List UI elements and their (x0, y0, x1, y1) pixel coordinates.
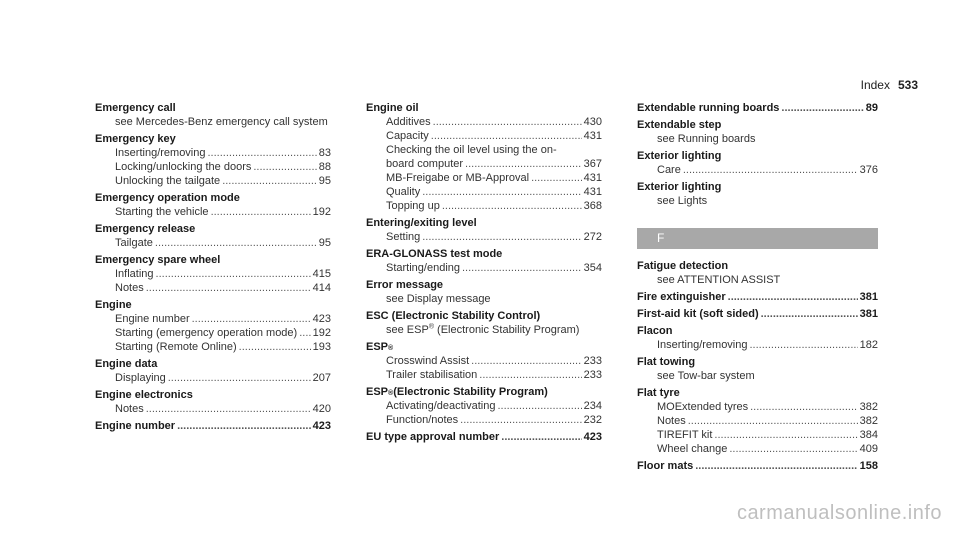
page-ref: 376 (859, 164, 878, 176)
dot-leader (155, 236, 317, 250)
heading-text: ESP (366, 341, 389, 353)
dot-leader (168, 371, 311, 385)
subentry-text: Notes (657, 415, 686, 427)
subentry-text: Engine number (115, 313, 190, 325)
page-ref: 95 (318, 237, 331, 249)
dot-leader (433, 115, 582, 129)
heading-text: EU type approval number (366, 431, 500, 443)
subentry (95, 340, 331, 354)
page-ref: 89 (865, 102, 878, 114)
subentry-text: Quality (386, 186, 421, 198)
subentry (366, 185, 602, 199)
index-entry (95, 132, 331, 188)
index-entry (637, 324, 878, 352)
index-entry (637, 459, 878, 473)
subentry-text: Starting (Remote Online) (115, 341, 237, 353)
heading-text: Engine electronics (95, 389, 193, 401)
subentry-text: Displaying (115, 372, 166, 384)
subentry (366, 129, 602, 143)
page-ref: 158 (859, 460, 878, 472)
subentry (95, 174, 331, 188)
index-entry (95, 222, 331, 250)
page-ref: 423 (312, 313, 331, 325)
subentry (95, 146, 331, 160)
page-ref: 384 (859, 429, 878, 441)
subentry-text: MB-Freigabe or MB-Approval (386, 172, 530, 184)
index-column-2 (366, 101, 602, 444)
subentry (366, 413, 602, 427)
dot-leader (688, 414, 858, 428)
subentry (637, 338, 878, 352)
entry-heading (95, 298, 331, 312)
index-entry (366, 101, 602, 213)
page-ref: 423 (312, 420, 331, 432)
subentry-text: Unlocking the tailgate (115, 175, 221, 187)
page-ref: 95 (318, 175, 331, 187)
heading-text: Engine oil (366, 102, 419, 114)
page-ref: 232 (583, 414, 602, 426)
page-ref: 192 (312, 327, 331, 339)
page-ref: 182 (859, 339, 878, 351)
index-entry (637, 307, 878, 321)
subentry (366, 368, 602, 382)
index-entry (366, 385, 602, 427)
subentry (637, 273, 878, 287)
subentry (366, 399, 602, 413)
subentry (637, 194, 878, 208)
entry-heading (637, 118, 878, 132)
subentry (637, 369, 878, 383)
subentry (366, 157, 602, 171)
entry-heading: ESP ® (366, 341, 394, 353)
page-ref: 207 (312, 372, 331, 384)
heading-text: Fatigue detection (637, 260, 729, 272)
dot-leader (761, 307, 858, 321)
dot-leader (750, 400, 858, 414)
index-entry (637, 290, 878, 304)
subentry-text: Checking the oil level using the on- (386, 144, 557, 156)
entry-heading (637, 386, 878, 400)
subentry (637, 132, 878, 146)
index-entry (95, 253, 331, 295)
page-ref: 409 (859, 443, 878, 455)
page-ref: 233 (583, 369, 602, 381)
subentry-text: see Tow-bar system (657, 370, 755, 382)
subentry (95, 267, 331, 281)
index-entry (366, 247, 602, 275)
subentry (95, 205, 331, 219)
index-entry (366, 216, 602, 244)
entry-heading (637, 149, 878, 163)
subentry-text: see Mercedes-Benz emergency call system (115, 116, 328, 128)
subentry-text: Wheel change (657, 443, 728, 455)
entry-heading (637, 355, 878, 369)
entry-heading (366, 278, 602, 292)
page-ref: 430 (583, 116, 602, 128)
watermark: carmanualsonline.info (736, 502, 942, 524)
index-entry (637, 180, 878, 208)
entry-heading (95, 388, 331, 402)
subentry-text: Notes (115, 403, 144, 415)
subentry-text: Care (657, 164, 681, 176)
entry-heading (637, 459, 878, 473)
heading-text: Flat tyre (637, 387, 680, 399)
heading-text-suffix: (Electronic Stability Program) (393, 386, 548, 398)
entry-heading (366, 216, 602, 230)
subentry-text: TIREFIT kit (657, 429, 713, 441)
entry-heading (366, 309, 602, 323)
heading-text: Engine number (95, 420, 176, 432)
page-ref: 368 (583, 200, 602, 212)
page-number: 533 (897, 78, 918, 92)
subentry (637, 428, 878, 442)
index-entry (95, 101, 331, 129)
page-ref: 431 (583, 172, 602, 184)
heading-text: Exterior lighting (637, 150, 722, 162)
subentry-text: Inserting/removing (115, 147, 206, 159)
entry-heading (637, 307, 878, 321)
heading-text: ERA-GLONASS test mode (366, 248, 503, 260)
index-entry (637, 101, 878, 115)
subentry (95, 281, 331, 295)
subentry-text: Trailer stabilisation (386, 369, 478, 381)
index-entry (366, 340, 602, 382)
entry-heading (637, 259, 878, 273)
index-entry (637, 149, 878, 177)
subentry (366, 171, 602, 185)
subentry-text: MOExtended tyres (657, 401, 749, 413)
subentry (366, 115, 602, 129)
heading-text: First-aid kit (soft sided) (637, 308, 759, 320)
subentry (95, 402, 331, 416)
heading-text: Emergency operation mode (95, 192, 240, 204)
index-entry (637, 355, 878, 383)
subentry-text: Function/notes (386, 414, 459, 426)
dot-leader (431, 129, 582, 143)
page-ref: 382 (859, 401, 878, 413)
dot-leader (462, 261, 582, 275)
dot-leader (146, 281, 311, 295)
subentry-text: Inserting/removing (657, 339, 748, 351)
heading-text: ESC (Electronic Stability Control) (366, 310, 541, 322)
page-ref: 382 (859, 415, 878, 427)
dot-leader (422, 185, 581, 199)
dot-leader (208, 146, 317, 160)
dot-leader (253, 160, 316, 174)
entry-heading (637, 324, 878, 338)
page-ref: 381 (859, 291, 878, 303)
page-ref: 381 (859, 308, 878, 320)
heading-text: Engine (95, 299, 132, 311)
entry-heading: ESP ® (Electronic Stability Program) (366, 386, 548, 398)
index-entry (95, 388, 331, 416)
index-entry (95, 419, 331, 433)
heading-text: Engine data (95, 358, 158, 370)
dot-leader (479, 368, 581, 382)
dot-leader (192, 312, 311, 326)
dot-leader (460, 413, 581, 427)
heading-text: Emergency spare wheel (95, 254, 221, 266)
entry-heading (637, 180, 878, 194)
heading-text: Flat towing (637, 356, 696, 368)
entry-heading (637, 101, 878, 115)
entry-heading (95, 357, 331, 371)
dot-leader (714, 428, 857, 442)
subentry-text: see Running boards (657, 133, 756, 145)
subentry (366, 292, 602, 306)
entry-heading (95, 101, 331, 115)
header-section-label: Index (860, 78, 890, 92)
page-ref: 431 (583, 186, 602, 198)
page-ref: 234 (583, 400, 602, 412)
index-entry (95, 298, 331, 354)
dot-leader (442, 199, 582, 213)
subentry (95, 326, 331, 340)
index-entry (637, 118, 878, 146)
index-column-1 (95, 101, 331, 433)
index-entry (366, 278, 602, 306)
subentry-text: Additives (386, 116, 431, 128)
heading-text: Entering/exiting level (366, 217, 477, 229)
entry-heading (95, 191, 331, 205)
heading-text: Fire extinguisher (637, 291, 726, 303)
dot-leader (683, 163, 858, 177)
heading-text: Extendable running boards (637, 102, 780, 114)
page-ref: 193 (312, 341, 331, 353)
page-ref: 420 (312, 403, 331, 415)
subentry-text: Starting/ending (386, 262, 460, 274)
dot-leader (156, 267, 311, 281)
subentry-text: Topping up (386, 200, 440, 212)
entry-heading (366, 430, 602, 444)
dot-leader (750, 338, 858, 352)
dot-leader (239, 340, 311, 354)
subentry (95, 236, 331, 250)
dot-leader (729, 442, 857, 456)
subentry (637, 414, 878, 428)
dot-leader (728, 290, 858, 304)
index-column-3 (637, 101, 878, 473)
subentry (95, 312, 331, 326)
dot-leader (177, 419, 311, 433)
index-entry (366, 309, 602, 337)
subentry (366, 323, 602, 337)
dot-leader (531, 171, 582, 185)
subentry-text: Tailgate (115, 237, 153, 249)
entry-heading (95, 253, 331, 267)
subentry-text: Setting (386, 231, 421, 243)
registered-mark: ® (428, 323, 434, 331)
page-ref: 415 (312, 268, 331, 280)
subentry-text-suffix: (Electronic Stability Program) (433, 324, 580, 336)
heading-text: Error message (366, 279, 444, 291)
subentry (95, 371, 331, 385)
dot-leader (211, 205, 311, 219)
heading-text: Flacon (637, 325, 673, 337)
entry-heading (366, 101, 602, 115)
subentry-text: Capacity (386, 130, 429, 142)
dot-leader (471, 354, 582, 368)
dot-leader (497, 399, 581, 413)
dot-leader (299, 326, 310, 340)
dot-leader (695, 459, 857, 473)
page-ref: 367 (583, 158, 602, 170)
page-ref: 354 (583, 262, 602, 274)
subentry-text: Activating/deactivating (386, 400, 496, 412)
subentry (637, 163, 878, 177)
subentry-text: see ESP (386, 324, 429, 336)
index-entry (95, 191, 331, 219)
index-entry (366, 430, 602, 444)
heading-text: Exterior lighting (637, 181, 722, 193)
page-ref: 192 (312, 206, 331, 218)
subentry-text: Notes (115, 282, 144, 294)
dot-leader (465, 157, 582, 171)
dot-leader (501, 430, 581, 444)
index-entry (95, 357, 331, 385)
heading-text: Floor mats (637, 460, 694, 472)
entry-heading (366, 247, 602, 261)
page-ref: 233 (583, 355, 602, 367)
entry-heading (95, 419, 331, 433)
page-ref: 272 (583, 231, 602, 243)
subentry-text: Starting the vehicle (115, 206, 209, 218)
dot-leader (222, 174, 317, 188)
subentry-text: Crosswind Assist (386, 355, 470, 367)
page-ref: 88 (318, 161, 331, 173)
heading-text: Extendable step (637, 119, 722, 131)
index-entry (637, 386, 878, 456)
subentry-text: see ATTENTION ASSIST (657, 274, 781, 286)
subentry (366, 354, 602, 368)
page-ref: 431 (583, 130, 602, 142)
subentry-text: see Lights (657, 195, 708, 207)
heading-text: Emergency call (95, 102, 176, 114)
page-ref: 83 (318, 147, 331, 159)
subentry (366, 261, 602, 275)
subentry (95, 115, 331, 129)
page-header (861, 78, 918, 92)
dot-leader (146, 402, 311, 416)
entry-heading (637, 290, 878, 304)
dot-leader (781, 101, 863, 115)
subentry-text: see Display message (386, 293, 491, 305)
entry-heading (95, 222, 331, 236)
heading-text: Emergency release (95, 223, 196, 235)
page-ref: 423 (583, 431, 602, 443)
subentry-text: board computer (386, 158, 464, 170)
subentry (637, 400, 878, 414)
dot-leader (422, 230, 581, 244)
subentry (366, 230, 602, 244)
subentry (637, 442, 878, 456)
subentry-text: Inflating (115, 268, 154, 280)
heading-text: ESP (366, 386, 389, 398)
subentry-text: Starting (emergency operation mode) (115, 327, 298, 339)
section-letter: F (637, 228, 878, 249)
subentry (366, 199, 602, 213)
entry-heading (95, 132, 331, 146)
heading-text: Emergency key (95, 133, 176, 145)
index-entry (637, 259, 878, 287)
page-ref: 414 (312, 282, 331, 294)
subentry (95, 160, 331, 174)
subentry-text: Locking/unlocking the doors (115, 161, 252, 173)
